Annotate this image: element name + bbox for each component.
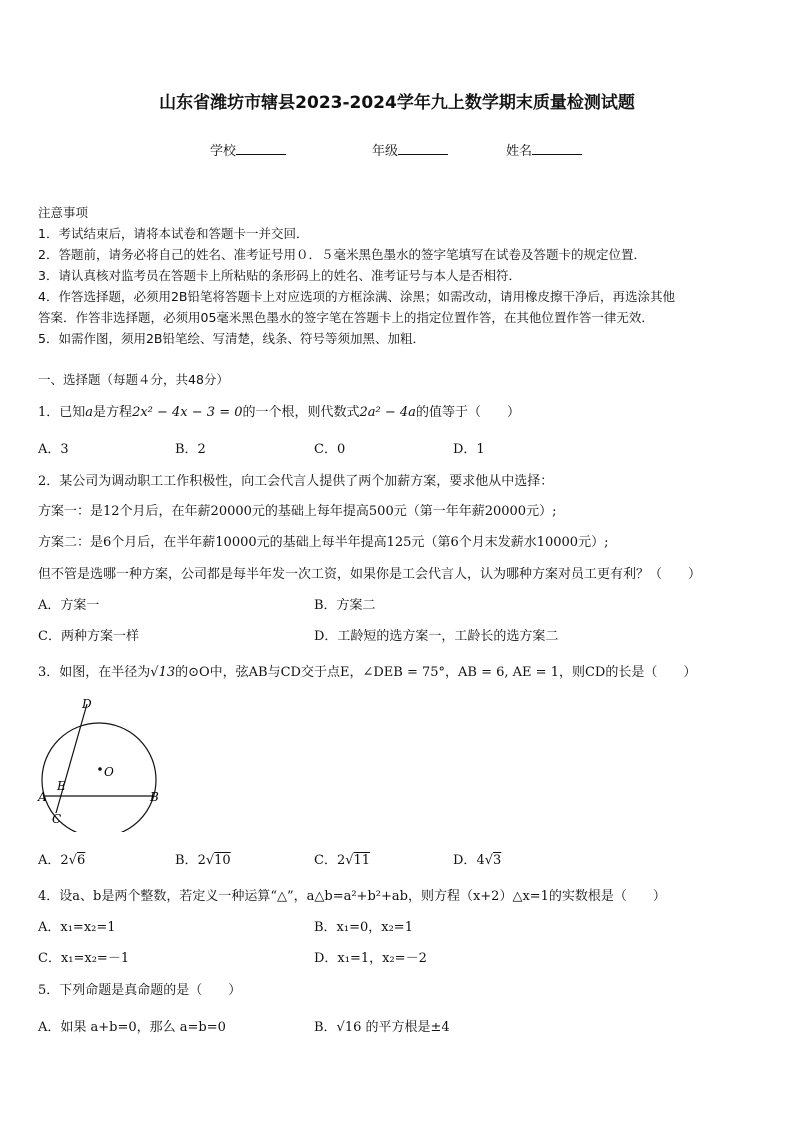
- q2-option-d: D．工龄短的选方案一，工龄长的选方案二: [314, 629, 559, 644]
- note-item: 5．如需作图，须用2B铅笔绘、写清楚，线条、符号等须加黑、加粗．: [38, 331, 425, 346]
- note-item: 答案．作答非选择题，必须用05毫米黑色墨水的签字笔在答题卡上的指定位置作答，在其他位置作答一律无效．: [38, 310, 654, 325]
- question-1: [38, 401, 520, 420]
- q5-option-a: A．如果 a+b=0，那么 a=b=0: [38, 1020, 226, 1035]
- q2-option-b: B．方案二: [314, 598, 376, 613]
- q2-plan-2: 方案二：是6个月后，在半年薪10000元的基础上每半年提高125元（第6个月末发薪水10000元）;: [38, 535, 609, 550]
- chord-cd: [56, 704, 87, 813]
- grade-label: 年级: [372, 144, 399, 159]
- section-heading: 一、选择题（每题４分，共48分）: [38, 372, 229, 387]
- q3-option-c: C．2√11: [314, 853, 371, 868]
- school-field: [210, 140, 286, 159]
- name-field: [506, 140, 582, 159]
- q4-option-d: D．x₁=1，x₂=－2: [314, 951, 427, 966]
- q4-option-c: C．x₁=x₂=－1: [38, 951, 130, 966]
- q1-pre: 1．已知: [38, 405, 86, 420]
- label-a: A: [38, 790, 47, 804]
- q2-option-c: C．两种方案一样: [38, 629, 139, 644]
- q3-option-b: B．2√10: [175, 853, 231, 868]
- q1-expression: 2a² − 4a: [359, 405, 416, 420]
- q2-question: 但不管是选哪一种方案，公司都是每半年发一次工资，如果你是工会代言人，认为哪种方案对员工更有利？（ ）: [38, 567, 702, 582]
- q3-pre: 3．如图，在半径为: [38, 665, 151, 680]
- label-o: O: [104, 765, 114, 779]
- q1-option-b: B．2: [175, 442, 206, 457]
- q5-stem: 5．下列命题是真命题的是（ ）: [38, 983, 242, 998]
- q3-option-d: D．4√3: [453, 853, 502, 868]
- q1-var: a: [85, 405, 94, 420]
- note-item: 2．答题前，请务必将自己的姓名、准考证号用０．５毫米黑色墨水的签字笔填写在试卷及答题卡的规定位置．: [38, 247, 646, 262]
- notes-heading: 注意事项: [38, 205, 89, 220]
- label-b: B: [150, 790, 159, 804]
- label-d: D: [82, 697, 92, 711]
- question-3: [38, 661, 696, 680]
- q2-option-a: A．方案一: [38, 598, 100, 613]
- page-title: 山东省潍坊市辖县2023-2024学年九上数学期末质量检测试题: [159, 93, 635, 113]
- center-point: [98, 767, 102, 771]
- name-label: 姓名: [506, 144, 533, 159]
- note-item: 3．请认真核对监考员在答题卡上所粘贴的条形码上的姓名、准考证号与本人是否相符．: [38, 268, 521, 283]
- q1-post: 的值等于（ ）: [415, 405, 520, 420]
- grade-field: [372, 140, 448, 159]
- q3-option-a: A．2√6: [38, 853, 86, 868]
- note-item: 1．考试结束后，请将本试卷和答题卡一并交回．: [38, 226, 309, 241]
- label-c: C: [52, 812, 62, 826]
- circle-diagram: [30, 692, 170, 832]
- q1-option-d: D．1: [453, 442, 485, 457]
- q2-stem: 2．某公司为调动职工工作积极性，向工会代言人提供了两个加薪方案，要求他从中选择：: [38, 474, 554, 489]
- q1-option-a: A．3: [38, 442, 69, 457]
- school-label: 学校: [210, 144, 237, 159]
- q4-option-b: B．x₁=0，x₂=1: [314, 920, 413, 935]
- q1-mid: 是方程: [93, 405, 133, 420]
- q1-mid2: 的一个根，则代数式: [242, 405, 360, 420]
- q1-option-c: C．0: [314, 442, 346, 457]
- q3-radius: √13: [150, 665, 176, 680]
- q3-mid: 的⊙O中，弦AB与CD交于点E，∠DEB = 75°，AB = 6, AE = 1，则CD的长是（ ）: [175, 665, 697, 680]
- q1-equation: 2x² − 4x − 3 = 0: [132, 405, 243, 420]
- q4-option-a: A．x₁=x₂=1: [38, 920, 116, 935]
- q2-plan-1: 方案一：是12个月后，在年薪20000元的基础上每年提高500元（第一年年薪20000元）;: [38, 504, 557, 519]
- note-item: 4．作答选择题，必须用2B铅笔将答题卡上对应选项的方框涂满、涂黑；如需改动，请用橡皮擦干净后，再选涂其他: [38, 289, 675, 304]
- q4-stem: 4．设a、b是两个整数，若定义一种运算“△”，a△b=a²+b²+ab，则方程（x+2）△x=1的实数根是（ ）: [38, 889, 666, 904]
- q5-option-b: B．√16 的平方根是±4: [314, 1020, 450, 1035]
- label-e: E: [57, 779, 66, 793]
